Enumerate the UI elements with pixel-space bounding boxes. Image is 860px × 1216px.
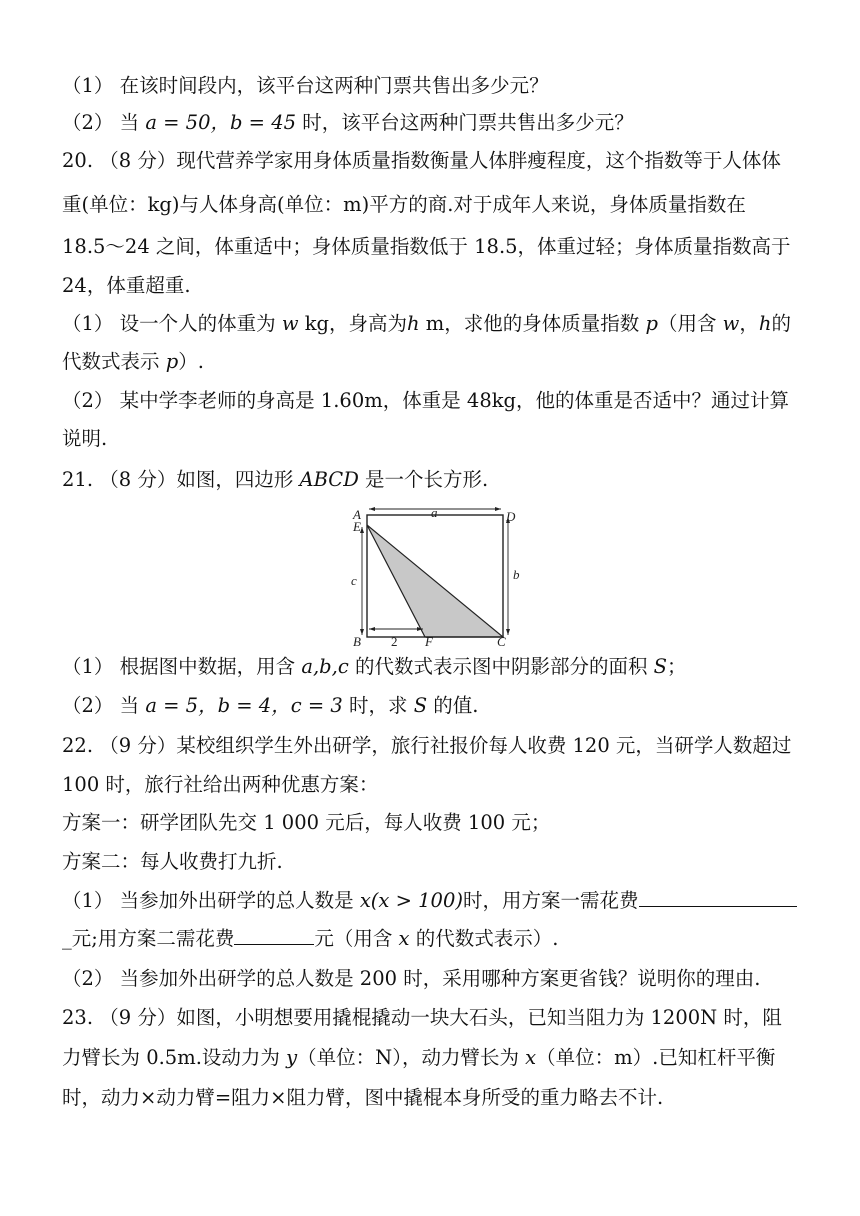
q20-part2-line1: （2） 某中学李老师的身高是 1.60m，体重是 48kg，他的体重是否适中？通过计算 [62,389,790,412]
q19-part1: （1） 在该时间段内，该平台这两种门票共售出多少元？ [62,74,549,97]
q20-part1-line1: （1） 设一个人的体重为 w kg，身高为h m，求他的身体质量指数 p（用含 w，h的 [62,312,791,335]
q22-plan2: 方案二：每人收费打九折. [62,850,283,873]
q22-part1-line2: _元;用方案二需花费 元（用含 x 的代数式表示）. [62,927,559,950]
rectangle-figure [345,505,525,647]
q22-part2: （2） 当参加外出研学的总人数是 200 时，采用哪种方案更省钱？说明你的理由. [62,967,761,990]
q22-plan1: 方案一：研学团队先交 1 000 元后，每人收费 100 元； [62,811,551,834]
label-c: c [351,573,357,588]
q20-part2-line2: 说明. [62,427,108,450]
q22-stem-line1: 22. （9 分）某校组织学生外出研学，旅行社报价每人收费 120 元，当研学人数超过 [62,734,792,757]
label-a: a [431,505,438,520]
answer-blank-plan1[interactable] [639,888,797,907]
q20-stem-line1: 20. （8 分）现代营养学家用身体质量指数衡量人体胖瘦程度，这个指数等于人体体 [62,149,781,172]
q21-part1: （1） 根据图中数据，用含 a,b,c 的代数式表示图中阴影部分的面积 S； [62,655,687,678]
q23-stem-line2: 力臂长为 0.5m.设动力为 y（单位：N），动力臂长为 x（单位：m）.已知杠杆平衡 [62,1046,776,1069]
q21-part2: （2） 当 a = 5，b = 4，c = 3 时，求 S 的值. [62,694,479,717]
label-b: b [513,567,520,582]
label-F: F [425,634,433,647]
q23-stem-line1: 23. （9 分）如图，小明想要用撬棍撬动一块大石头，已知当阻力为 1200N 时，阻 [62,1006,782,1029]
q20-stem-line4: 24，体重超重. [62,274,191,297]
q20-stem-line3: 18.5～24 之间，体重适中；身体质量指数低于 18.5，体重过轻；身体质量指数高于 [62,235,791,258]
label-B: B [353,634,361,647]
q22-stem-line2: 100 时，旅行社给出两种优惠方案： [62,773,379,796]
q20-part1-line2: 代数式表示 p）. [62,350,204,373]
q20-stem-line2: 重(单位：kg)与人体身高(单位：m)平方的商.对于成年人来说，身体质量指数在 [62,193,746,216]
label-E: E [353,519,361,534]
answer-blank-plan2[interactable] [234,926,314,945]
label-two: 2 [391,634,398,647]
q23-stem-line3: 时，动力×动力臂=阻力×阻力臂，图中撬棍本身所受的重力略去不计. [62,1086,664,1109]
shaded-triangle [367,525,503,637]
q21-stem: 21. （8 分）如图，四边形 ABCD 是一个长方形. [62,468,489,491]
label-A: A [353,507,361,522]
label-C: C [497,634,506,647]
label-D: D [506,509,516,524]
q22-part1-line1: （1） 当参加外出研学的总人数是 x(x > 100)时，用方案一需花费 [62,888,802,914]
q19-part2: （2） 当 a = 50，b = 45 时，该平台这两种门票共售出多少元？ [62,111,634,134]
